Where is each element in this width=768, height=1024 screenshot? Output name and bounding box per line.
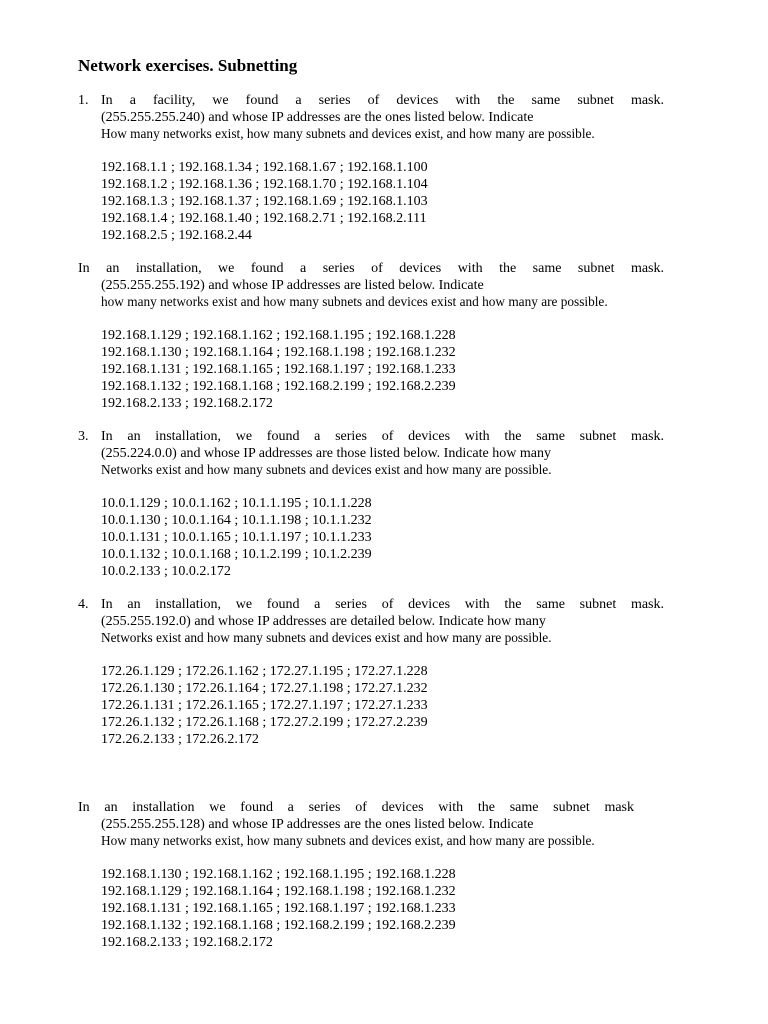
exercise-number: 4. <box>78 597 89 612</box>
ip-row: 192.168.1.129 ; 192.168.1.164 ; 192.168.1.198 ; 192.168.1.232 <box>101 884 456 899</box>
exercise-line-2: (255.255.255.192) and whose IP addresses are listed below. Indicate <box>101 278 484 293</box>
page-title: Network exercises. Subnetting <box>78 56 298 75</box>
ip-row: 192.168.1.132 ; 192.168.1.168 ; 192.168.2.199 ; 192.168.2.239 <box>101 379 456 394</box>
ip-address-list <box>101 160 428 245</box>
ip-row: 192.168.1.132 ; 192.168.1.168 ; 192.168.2.199 ; 192.168.2.239 <box>101 918 456 933</box>
ip-row: 192.168.1.4 ; 192.168.1.40 ; 192.168.2.71 ; 192.168.2.111 <box>101 211 427 226</box>
exercise-line-3: How many networks exist, how many subnets and devices exist, and how many are possible. <box>101 126 595 141</box>
ip-row: 192.168.2.133 ; 192.168.2.172 <box>101 935 273 950</box>
ip-row: 172.26.1.129 ; 172.26.1.162 ; 172.27.1.195 ; 172.27.1.228 <box>101 664 428 679</box>
ip-row: 10.0.2.133 ; 10.0.2.172 <box>101 564 231 579</box>
exercise-line-2: (255.255.192.0) and whose IP addresses are detailed below. Indicate how many <box>101 614 546 629</box>
ip-row: 172.26.1.132 ; 172.26.1.168 ; 172.27.2.199 ; 172.27.2.239 <box>101 715 428 730</box>
ip-address-list <box>101 867 456 952</box>
ip-row: 192.168.2.133 ; 192.168.2.172 <box>101 396 273 411</box>
ip-row: 192.168.1.129 ; 192.168.1.162 ; 192.168.1.195 ; 192.168.1.228 <box>101 328 456 343</box>
ip-row: 172.26.1.130 ; 172.26.1.164 ; 172.27.1.198 ; 172.27.1.232 <box>101 681 428 696</box>
ip-address-list <box>101 664 428 749</box>
exercise-line-3: Networks exist and how many subnets and devices exist and how many are possible. <box>101 630 552 645</box>
ip-row: 10.0.1.129 ; 10.0.1.162 ; 10.1.1.195 ; 10.1.1.228 <box>101 496 372 511</box>
exercise-line-1: In an installation we found a series of devices with the same subnet mask <box>78 800 634 815</box>
exercise-line-2: (255.224.0.0) and whose IP addresses are those listed below. Indicate how many <box>101 446 551 461</box>
ip-row: 172.26.1.131 ; 172.26.1.165 ; 172.27.1.197 ; 172.27.1.233 <box>101 698 428 713</box>
ip-row: 192.168.1.2 ; 192.168.1.36 ; 192.168.1.70 ; 192.168.1.104 <box>101 177 428 192</box>
exercise-line-3: how many networks exist and how many subnets and devices exist and how many are possible. <box>101 294 608 309</box>
ip-row: 192.168.1.130 ; 192.168.1.164 ; 192.168.1.198 ; 192.168.1.232 <box>101 345 456 360</box>
exercise-line-2: (255.255.255.128) and whose IP addresses are the ones listed below. Indicate <box>101 817 534 832</box>
ip-address-list <box>101 328 456 413</box>
exercise-number: 3. <box>78 429 89 444</box>
exercise-line-3: How many networks exist, how many subnets and devices exist, and how many are possible. <box>101 833 595 848</box>
exercise-line-1: In a facility, we found a series of devices with the same subnet mask. <box>101 93 664 108</box>
ip-row: 172.26.2.133 ; 172.26.2.172 <box>101 732 259 747</box>
ip-row: 192.168.2.5 ; 192.168.2.44 <box>101 228 252 243</box>
exercise-line-1: In an installation, we found a series of devices with the same subnet mask. <box>78 261 664 276</box>
ip-row: 192.168.1.131 ; 192.168.1.165 ; 192.168.1.197 ; 192.168.1.233 <box>101 901 456 916</box>
exercise-line-2: (255.255.255.240) and whose IP addresses are the ones listed below. Indicate <box>101 110 534 125</box>
ip-row: 192.168.1.131 ; 192.168.1.165 ; 192.168.1.197 ; 192.168.1.233 <box>101 362 456 377</box>
ip-row: 10.0.1.131 ; 10.0.1.165 ; 10.1.1.197 ; 10.1.1.233 <box>101 530 372 545</box>
ip-row: 192.168.1.3 ; 192.168.1.37 ; 192.168.1.69 ; 192.168.1.103 <box>101 194 428 209</box>
ip-row: 10.0.1.130 ; 10.0.1.164 ; 10.1.1.198 ; 10.1.1.232 <box>101 513 372 528</box>
exercise-line-3: Networks exist and how many subnets and devices exist and how many are possible. <box>101 462 552 477</box>
ip-row: 192.168.1.1 ; 192.168.1.34 ; 192.168.1.67 ; 192.168.1.100 <box>101 160 428 175</box>
exercise-line-1: In an installation, we found a series of devices with the same subnet mask. <box>101 429 664 444</box>
ip-row: 10.0.1.132 ; 10.0.1.168 ; 10.1.2.199 ; 10.1.2.239 <box>101 547 372 562</box>
ip-address-list <box>101 496 372 581</box>
exercise-number: 1. <box>78 93 89 108</box>
exercise-line-1: In an installation, we found a series of devices with the same subnet mask. <box>101 597 664 612</box>
ip-row: 192.168.1.130 ; 192.168.1.162 ; 192.168.1.195 ; 192.168.1.228 <box>101 867 456 882</box>
